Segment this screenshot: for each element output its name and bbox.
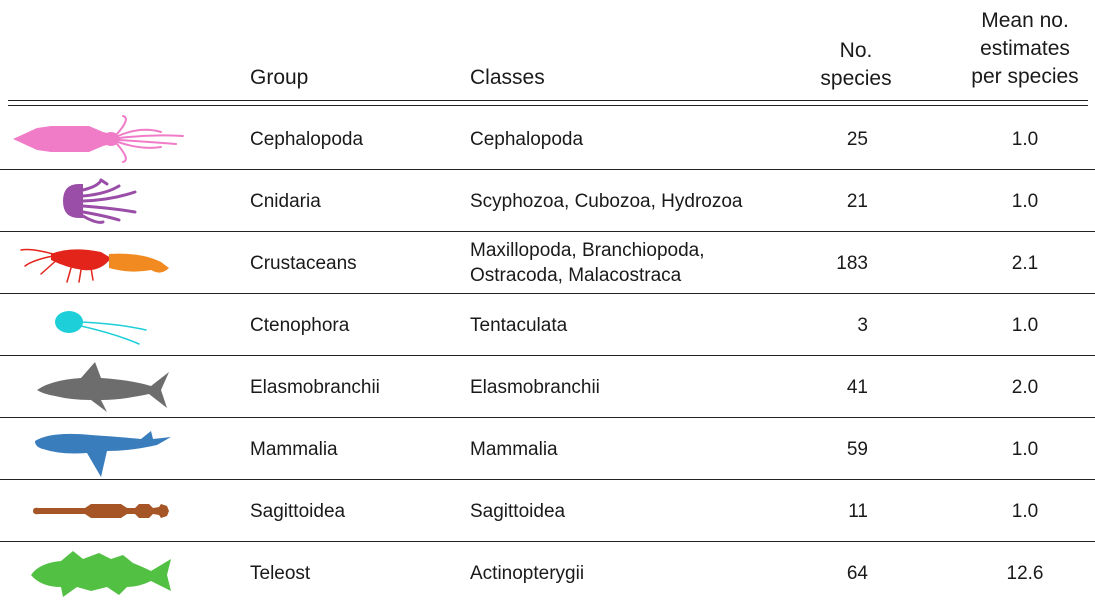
fish-silhouette-icon [11, 545, 186, 601]
header-rule-top [8, 100, 1088, 101]
row-no-species: 41 [846, 376, 868, 398]
row-mean-estimates: 1.0 [1011, 500, 1039, 522]
arrow-worm-silhouette-icon [11, 496, 186, 526]
table-row [0, 418, 1095, 480]
row-mean-estimates: 2.0 [1011, 376, 1039, 398]
header-classes: Classes [470, 66, 545, 89]
header-group: Group [250, 66, 309, 89]
row-group: Cnidaria [250, 190, 321, 212]
row-no-species: 183 [836, 252, 868, 274]
row-no-species: 64 [846, 562, 868, 584]
row-no-species: 21 [846, 190, 868, 212]
row-mean-estimates: 1.0 [1011, 314, 1039, 336]
row-group: Sagittoidea [250, 500, 346, 522]
row-no-species: 25 [846, 128, 868, 150]
row-classes: Scyphozoa, Cubozoa, Hydrozoa [470, 190, 743, 212]
row-classes: Cephalopoda [470, 128, 584, 150]
row-classes: Tentaculata [470, 314, 568, 336]
header-no-species [800, 37, 912, 93]
row-group: Ctenophora [250, 314, 350, 336]
row-mean-estimates: 1.0 [1011, 128, 1039, 150]
row-icon-cell [8, 356, 188, 418]
shrimp-silhouette-icon [11, 238, 186, 288]
row-no-species: 59 [846, 438, 868, 460]
row-icon-cell [8, 542, 188, 604]
header-no-species-line1: No. [839, 39, 873, 62]
row-no-species: 3 [857, 314, 868, 336]
row-group: Crustaceans [250, 252, 357, 274]
row-classes: Actinopterygii [470, 562, 585, 584]
row-group: Mammalia [250, 438, 338, 460]
jellyfish-silhouette-icon [11, 176, 186, 226]
header-mean-line3: per species [971, 65, 1079, 88]
row-icon-cell [8, 108, 188, 170]
row-classes: Elasmobranchii [470, 376, 600, 398]
whale-silhouette-icon [11, 421, 186, 477]
row-mean-estimates: 1.0 [1011, 190, 1039, 212]
table-row [0, 294, 1095, 356]
header-mean-line2: estimates [980, 37, 1070, 60]
row-group: Teleost [250, 562, 311, 584]
row-icon-cell [8, 418, 188, 480]
table-row [0, 356, 1095, 418]
table-row [0, 170, 1095, 232]
squid-silhouette-icon [11, 114, 186, 164]
row-classes: Mammalia [470, 438, 558, 460]
header-no-species-line2: species [820, 67, 892, 90]
comb-jelly-silhouette-icon [11, 300, 186, 350]
row-mean-estimates: 2.1 [1011, 252, 1039, 274]
row-classes: Sagittoidea [470, 500, 566, 522]
table-row [0, 480, 1095, 542]
row-classes: Maxillopoda, Branchiopoda, Ostracoda, Malacostraca [470, 240, 705, 286]
row-mean-estimates: 12.6 [1006, 562, 1044, 584]
row-icon-cell [8, 170, 188, 232]
header-mean-estimates [955, 7, 1095, 91]
row-mean-estimates: 1.0 [1011, 438, 1039, 460]
shark-silhouette-icon [11, 360, 186, 414]
table-row [0, 232, 1095, 294]
header-mean-line1: Mean no. [981, 9, 1069, 32]
header-rule-bottom [8, 105, 1088, 106]
table-row [0, 542, 1095, 604]
row-icon-cell [8, 294, 188, 356]
row-no-species: 11 [848, 500, 868, 522]
table-body [0, 108, 1095, 604]
table-row [0, 108, 1095, 170]
row-icon-cell [8, 480, 188, 542]
row-icon-cell [8, 232, 188, 294]
row-group: Elasmobranchii [250, 376, 380, 398]
row-group: Cephalopoda [250, 128, 364, 150]
